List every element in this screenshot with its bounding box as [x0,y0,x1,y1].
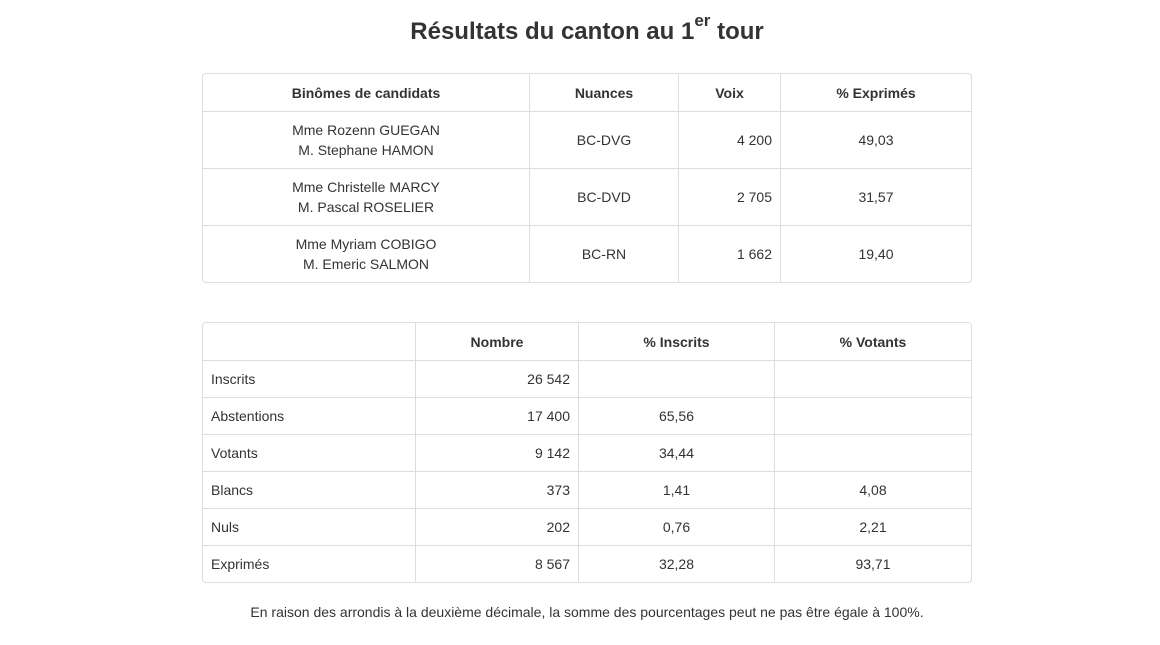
candidates-cell [203,225,529,282]
nombre-cell: 26 542 [415,360,578,397]
candidates-cell [203,111,529,168]
nombre-cell: 17 400 [415,397,578,434]
nuance-cell: BC-RN [529,225,678,282]
table-row [203,508,971,545]
header-binomes: Binômes de candidats [291,84,441,101]
page-title [0,11,1160,50]
pct-exprimes-cell: 31,57 [780,168,971,225]
candidates-cell [203,168,529,225]
nombre-cell: 8 567 [415,545,578,582]
table-row [203,360,971,397]
header-voix: Voix [678,74,780,111]
nombre-cell: 9 142 [415,434,578,471]
row-label: Nuls [203,508,415,545]
candidate-name: M. Pascal ROSELIER [297,199,435,215]
header-pct-inscrits: % Inscrits [578,323,774,360]
page-title-superscript: er [694,11,711,30]
nuance-cell: BC-DVG [529,111,678,168]
page-title-suffix: tour [710,18,764,45]
pct-inscrits-cell: 1,41 [578,471,774,508]
participation-table [202,322,972,583]
pct-inscrits-cell: 0,76 [578,508,774,545]
pct-votants-cell: 2,21 [774,508,971,545]
results-table [202,73,972,283]
pct-inscrits-cell: 34,44 [578,434,774,471]
pct-inscrits-cell [578,360,774,397]
pct-votants-cell [774,360,971,397]
table-row [203,225,971,282]
table-row [203,168,971,225]
voix-cell: 4 200 [678,111,780,168]
voix-cell: 1 662 [678,225,780,282]
footnote: En raison des arrondis à la deuxième décimale, la somme des pourcentages peut ne pas être égale à 100%. [250,604,924,620]
header-nombre: Nombre [415,323,578,360]
candidate-name: Mme Myriam COBIGO [295,236,437,252]
table-row [203,434,971,471]
header-pct-exprimes: % Exprimés [780,74,971,111]
pct-exprimes-cell: 19,40 [780,225,971,282]
table-row [203,471,971,508]
pct-exprimes-cell: 49,03 [780,111,971,168]
pct-inscrits-cell: 65,56 [578,397,774,434]
pct-votants-cell: 4,08 [774,471,971,508]
page-title-main: Résultats du canton au 1 [410,18,695,45]
table-row [203,545,971,582]
row-label: Blancs [203,471,415,508]
participation-header-row [203,323,971,360]
row-label: Abstentions [203,397,415,434]
pct-votants-cell [774,434,971,471]
row-label: Exprimés [203,545,415,582]
nombre-cell: 373 [415,471,578,508]
row-label: Inscrits [203,360,415,397]
nuance-cell: BC-DVD [529,168,678,225]
candidate-name: Mme Christelle MARCY [292,179,440,195]
voix-cell: 2 705 [678,168,780,225]
results-header-row [203,74,971,111]
header-pct-votants: % Votants [774,323,971,360]
pct-votants-cell [774,397,971,434]
header-nuances: Nuances [529,74,678,111]
pct-votants-cell: 93,71 [774,545,971,582]
candidate-name: Mme Rozenn GUEGAN [292,122,440,138]
candidate-name: M. Emeric SALMON [302,256,429,272]
pct-inscrits-cell: 32,28 [578,545,774,582]
table-row [203,111,971,168]
candidate-name: M. Stephane HAMON [298,142,434,158]
table-row [203,397,971,434]
header-empty [203,323,415,360]
row-label: Votants [203,434,415,471]
nombre-cell: 202 [415,508,578,545]
